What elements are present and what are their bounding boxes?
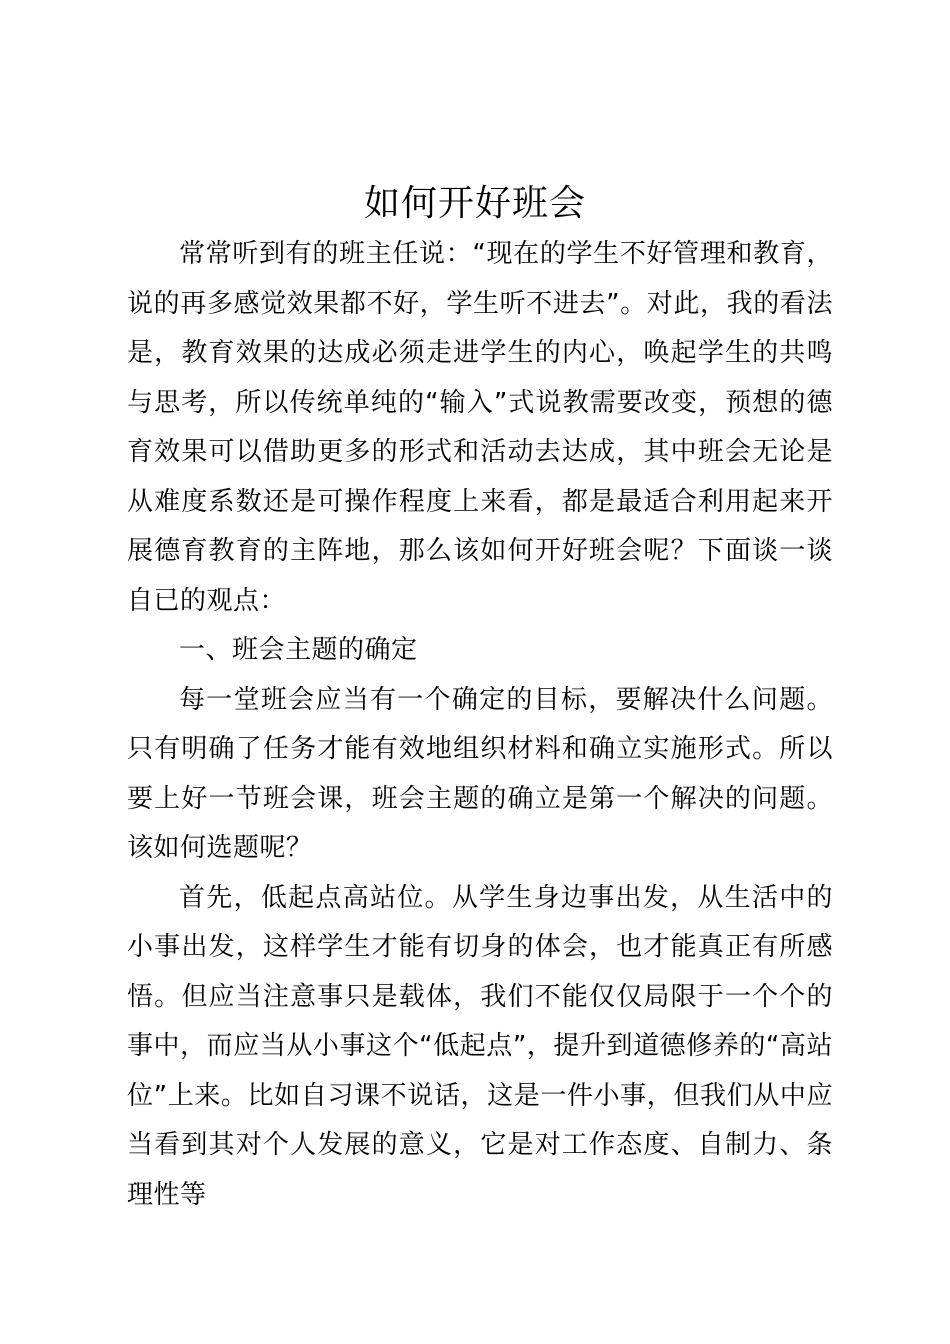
document-title: 如何开好班会	[363, 183, 586, 224]
paragraph-first-point: 首先，低起点高站位。从学生身边事出发，从生活中的小事出发，这样学生才能有切身的体会，也才能真正有所感悟。但应当注意事只是载体，我们不能仅仅局限于一个个的事中，而应当从小事这个“低起点”，提升到道德修养的“高站位”上来。比如自习课不说话，这是一件小事，但我们从中应当看到其对个人发展的意义，它是对工作态度、自制力、条理性等	[127, 882, 833, 1210]
paragraph-section-1: 每一堂班会应当有一个确定的目标，要解决什么问题。只有明确了任务才能有效地组织材料和确立实施形式。所以要上好一节班会课，班会主题的确立是第一个解决的问题。该如何选题呢？	[127, 684, 833, 863]
section-heading-1: 一、班会主题的确定	[179, 635, 418, 665]
paragraph-intro: 常常听到有的班主任说：“现在的学生不好管理和教育，说的再多感觉效果都不好，学生听不进去”。对此，我的看法是，教育效果的达成必须走进学生的内心，唤起学生的共鸣与思考，所以传统单纯的“输入”式说教需要改变，预想的德育效果可以借助更多的形式和活动去达成，其中班会无论是从难度系数还是可操作程度上来看，都是最适合利用起来开展德育教育的主阵地，那么该如何开好班会呢？下面谈一谈自已的观点：	[127, 239, 833, 616]
document-body	[127, 230, 833, 1220]
